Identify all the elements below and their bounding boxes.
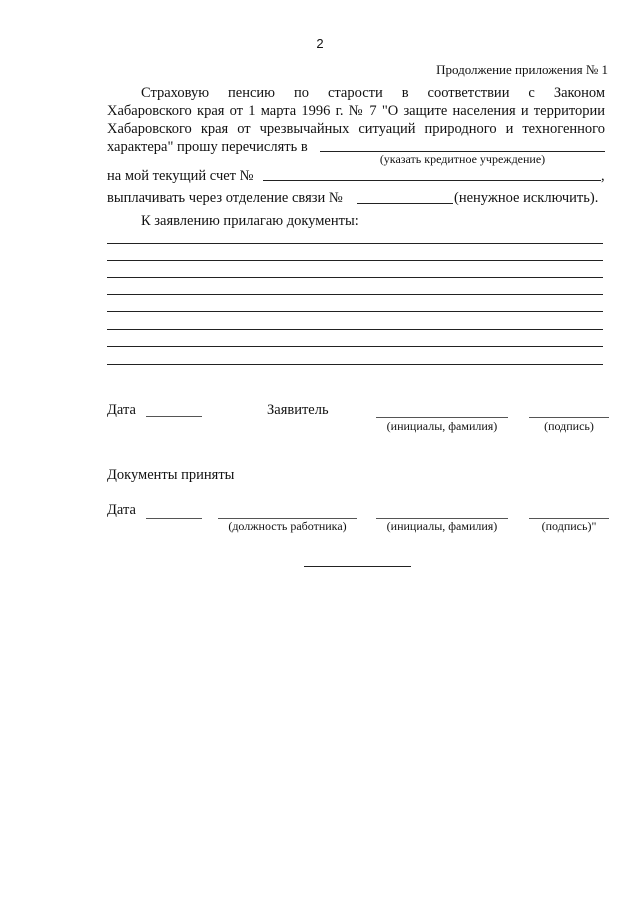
accepted-date-field[interactable] xyxy=(146,518,202,519)
applicant-date-field[interactable] xyxy=(146,416,202,417)
document-line-7[interactable] xyxy=(107,346,603,347)
document-line-5[interactable] xyxy=(107,311,603,312)
post-office-number-field[interactable] xyxy=(357,203,453,204)
account-label: на мой текущий счет № xyxy=(107,168,254,184)
document-line-1[interactable] xyxy=(107,243,603,244)
applicant-initials-caption: (инициалы, фамилия) xyxy=(386,419,498,433)
document-line-4[interactable] xyxy=(107,294,603,295)
paragraph-line-3: Хабаровского края от чрезвычайных ситуаций природного и техногенного xyxy=(107,121,605,137)
applicant-date-label: Дата xyxy=(107,402,136,418)
accepted-date-label: Дата xyxy=(107,502,136,518)
continuation-note: Продолжение приложения № 1 xyxy=(436,62,608,77)
applicant-label: Заявитель xyxy=(267,402,329,418)
post-office-note: (ненужное исключить). xyxy=(454,190,599,206)
document-line-6[interactable] xyxy=(107,329,603,330)
paragraph-line-4: характера" прошу перечислять в xyxy=(107,139,308,155)
pension-transfer-paragraph xyxy=(107,84,605,138)
document-line-3[interactable] xyxy=(107,277,603,278)
documents-accepted-title: Документы приняты xyxy=(107,467,235,483)
applicant-signature-field[interactable] xyxy=(529,417,609,418)
employee-initials-caption: (инициалы, фамилия) xyxy=(386,519,498,533)
credit-institution-caption: (указать кредитное учреждение) xyxy=(379,152,546,166)
document-line-2[interactable] xyxy=(107,260,603,261)
attached-docs-label: К заявлению прилагаю документы: xyxy=(141,213,359,229)
applicant-initials-field[interactable] xyxy=(376,417,508,418)
page-number: 2 xyxy=(316,36,324,51)
account-number-field[interactable] xyxy=(263,180,601,181)
employee-position-caption: (должность работника) xyxy=(228,519,347,533)
account-comma: , xyxy=(601,168,605,184)
applicant-signature-caption: (подпись) xyxy=(544,419,594,433)
paragraph-line-1: Страховую пенсию по старости в соответствии с Законом xyxy=(141,85,605,101)
paragraph-line-2: Хабаровского края от 1 марта 1996 г. № 7 "О защите населения и территории xyxy=(107,103,605,119)
document-line-8[interactable] xyxy=(107,364,603,365)
end-separator-line xyxy=(304,566,411,567)
employee-signature-caption: (подпись)" xyxy=(541,519,597,533)
post-office-label: выплачивать через отделение связи № xyxy=(107,190,343,206)
